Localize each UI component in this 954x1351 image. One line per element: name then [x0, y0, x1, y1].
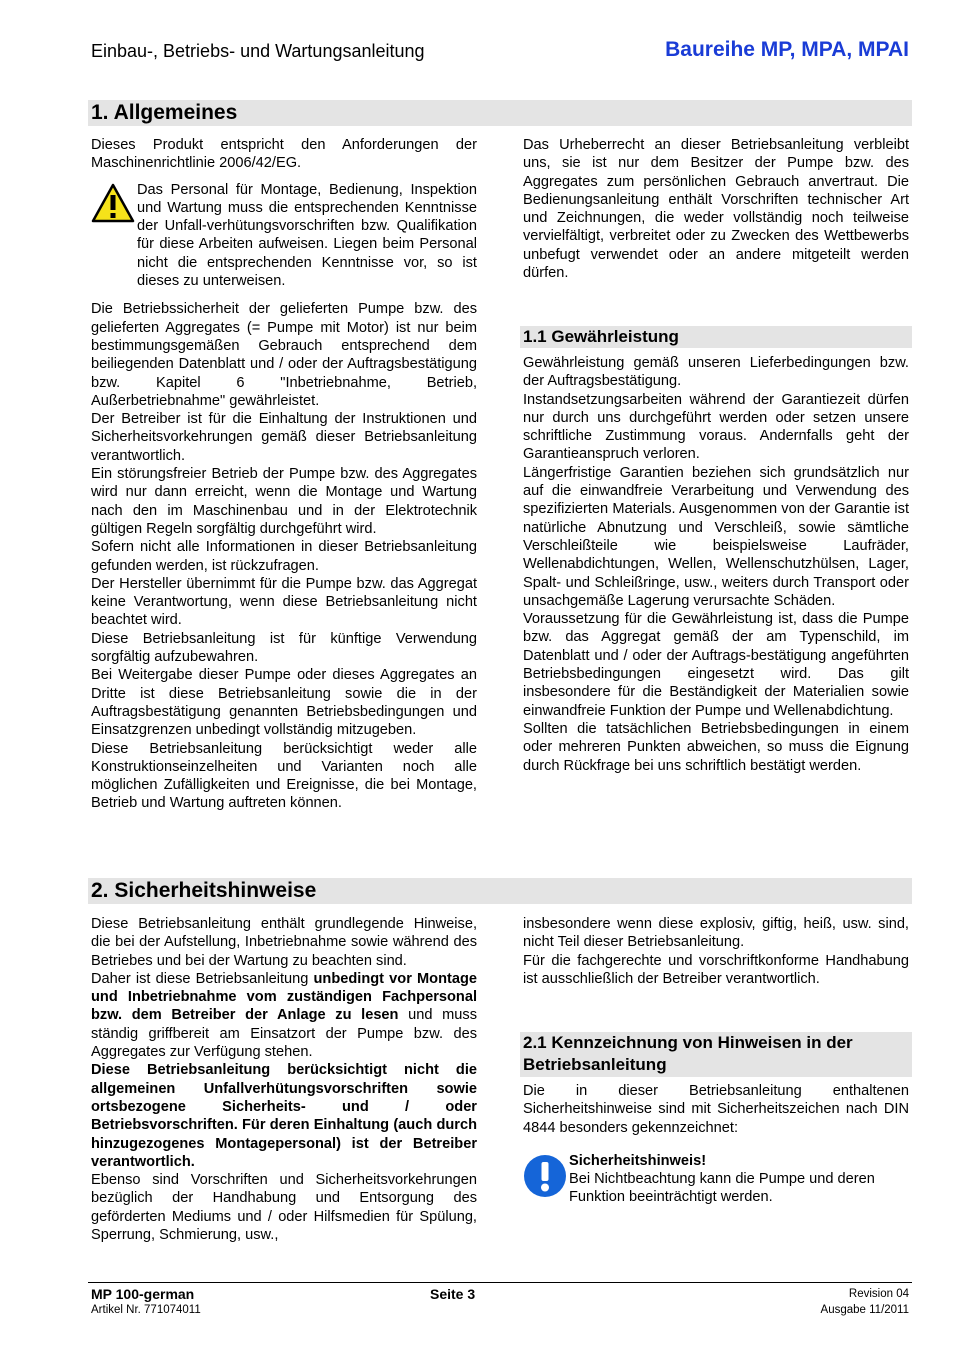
- footer-revision: Revision 04: [848, 1288, 909, 1300]
- section-2-1-column: [523, 1082, 909, 1207]
- footer-page-number: Seite 3: [430, 1286, 476, 1302]
- paragraph: Für die fachgerechte und vorschriftkonforme Handhabung ist ausschließlich der Betreiber verantwortlich.: [523, 952, 909, 987]
- paragraph: Voraussetzung für die Gewährleistung ist, dass die Pumpe bzw. das Aggregat gemäß der am Typenschild, im Datenblatt und / oder der Auftrags-bestätigung angeführten Betriebsbedingungen eingesetzt wird. Das gilt insbesondere für die Beständigkeit der Materialien sowie einwandfreie Funktion der Pumpe und Wellenabdichtung.: [523, 611, 909, 719]
- footer-article-number: Artikel Nr. 771074011: [91, 1304, 201, 1316]
- section-2-left-column: [91, 915, 477, 1244]
- safety-note-block: [523, 1152, 909, 1207]
- paragraph: Ein störungsfreier Betrieb der Pumpe bzw. des Aggregates wird nur dann erreicht, wenn die Montage und Wartung nach den im Maschinenbau und in der Elektrotechnik gültigen Regeln sorgfältig durchgeführt wird.: [91, 466, 477, 537]
- bold-text: unbedingt vor Montage und Inbetriebnahme vom zuständigen Fachpersonal bzw. dem Betreiber der Anlage zu lesen: [91, 970, 477, 1024]
- paragraph: Der Hersteller übernimmt für die Pumpe bzw. das Aggregat keine Verantwortung, wenn diese Betriebsanleitung nicht beachtet wird.: [91, 575, 477, 629]
- section-1-1-column: [523, 354, 909, 775]
- bold-paragraph: Diese Betriebsanleitung berücksichtigt nicht die allgemeinen Unfallverhütungsvorschriften sowie ortsbezogene Sicherheits- und / oder Betriebsvorschriften. Für deren Einhaltung (auch durch hinzugezogenes Montagepersonal) ist der Betreiber verantwortlich.: [91, 1062, 477, 1170]
- paragraph: Ebenso sind Vorschriften und Sicherheitsvorkehrungen bezüglich der Handhabung und Entsorgung des geförderten Mediums und / oder Hilfsmedien für Spülung, Sperrung, Schmierung, usw.,: [91, 1172, 477, 1244]
- section-1-left-column: [91, 136, 477, 813]
- warning-text: Das Personal für Montage, Bedienung, Inspektion und Wartung muss die entsprechenden Kenntnisse der Unfall-verhütungsvorschriften bzw. Qualifikation für diese Arbeiten aufweisen. Liegen beim Personal nicht die entsprechenden Kenntnisse vor, so ist dieses zu unterweisen.: [137, 181, 477, 290]
- warning-block: [91, 181, 477, 291]
- section-2-1-heading: 2.1 Kennzeichnung von Hinweisen in der Betriebsanleitung: [520, 1032, 912, 1077]
- footer-edition: Ausgabe 11/2011: [820, 1304, 909, 1316]
- text-span: und muss ständig griffbereit am Einsatzort der Pumpe bzw. des Aggregates zur Verfügung stehen.: [91, 1007, 478, 1061]
- safety-note-title: Sicherheitshinweis!: [569, 1152, 707, 1169]
- paragraph: Instandsetzungsarbeiten während der Garantiezeit dürfen nur durch uns durchgeführt werden oder setzen unsere schriftliche Zustimmung voraus. Andernfalls geht der Garantieanspruch verloren.: [523, 391, 909, 463]
- safety-note-text: [569, 1152, 909, 1207]
- exclamation-icon: [523, 1152, 569, 1207]
- paragraph: Sollten die tatsächlichen Betriebsbedingungen in einem oder mehreren Punkten abweichen, so muss die Eignung durch Rückfrage bei uns schriftlich bestätigt werden.: [523, 720, 909, 774]
- section-1-right-column: [523, 136, 909, 282]
- paragraph: Diese Betriebsanleitung ist für künftige Verwendung sorgfältig aufzubewahren.: [91, 630, 477, 666]
- paragraph: Diese Betriebsanleitung enthält grundlegende Hinweise, die bei der Aufstellung, Inbetriebnahme sowie während des Betriebes und bei der Wartung zu beachten sind.: [91, 916, 477, 969]
- paragraph: Diese Betriebsanleitung berücksichtigt weder alle Konstruktionseinzelheiten und Varianten noch alle möglichen Zufälligkeiten und Ereignisse, die bei Montage, Betrieb und Wartung auftreten können.: [91, 740, 477, 812]
- footer-document-id: MP 100-german: [91, 1286, 195, 1302]
- text-span: Daher ist diese Betriebsanleitung: [91, 970, 314, 987]
- paragraph: Der Betreiber ist für die Einhaltung der Instruktionen und Sicherheitsvorkehrungen gemäß dieser Betriebsanleitung verantwortlich.: [91, 411, 477, 464]
- paragraph: Die in dieser Betriebsanleitung enthaltenen Sicherheitshinweise sind mit Sicherheitszeichen nach DIN 4844 besonders gekennzeichnet:: [523, 1083, 909, 1136]
- paragraph: insbesondere wenn diese explosiv, giftig, heiß, usw. sind, nicht Teil dieser Betriebsanleitung.: [523, 916, 909, 951]
- paragraph: Sofern nicht alle Informationen in dieser Betriebsanleitung gefunden werden, ist rückzufragen.: [91, 539, 477, 574]
- section-2-heading: 2. Sicherheitshinweise: [88, 878, 912, 904]
- paragraph: Das Urheberrecht an dieser Betriebsanleitung verbleibt uns, sie ist nur dem Besitzer der Pumpe bzw. des Aggregates zum persönlichen Gebrauch anvertraut. Die Bedienungsanleitung enthält Vorschriften technischer Art und Zeichnungen, die weder vollständig noch teilweise vervielfältigt, verbreitet oder zu Zwecken des Wettbewerbs unbefugt verwendet oder an andere mitgeteilt werden dürfen.: [523, 137, 909, 282]
- paragraph: Gewährleistung gemäß unseren Lieferbedingungen bzw. der Auftragsbestätigung.: [523, 355, 909, 390]
- section-1-heading: 1. Allgemeines: [88, 100, 912, 126]
- paragraph: Die Betriebssicherheit der gelieferten Pumpe bzw. des gelieferten Aggregates (= Pumpe mit Motor) ist nur beim bestimmungsgemäßen Gebrauch entsprechend dem beiliegenden Datenblatt und / oder der Auftragsbestätigung bzw. Kapitel 6 "Inbetriebnahme, Betrieb, Außerbetriebnahme" gewährleistet.: [91, 301, 477, 409]
- paragraph: [91, 970, 477, 1061]
- paragraph: Längerfristige Garantien beziehen sich grundsätzlich nur auf die einwandfreie Verarbeitung und Verwendung des spezifizierten Materials. Ausgenommen von der Garantie ist natürliche Abnutzung und Verschleiß, sowie sämtliche Verschleißteile wie beispielsweise Laufräder, Wellenabdichtungen, Wellen, Wellenschutzhülsen, Lager, Spalt- und Schleißringe, usw., weiters durch Transport oder unsachgemäße Lagerung verursachte Schäden.: [523, 464, 909, 609]
- section-2-right-column: [523, 915, 909, 988]
- paragraph: Dieses Produkt entspricht den Anforderungen der Maschinenrichtlinie 2006/42/EG.: [91, 137, 477, 172]
- series-title: Baureihe MP, MPA, MPAI: [665, 38, 909, 61]
- footer-divider: [88, 1282, 912, 1283]
- warning-triangle-icon: [91, 181, 137, 291]
- document-title: Einbau-, Betriebs- und Wartungsanleitung: [91, 41, 425, 61]
- safety-note-body: Bei Nichtbeachtung kann die Pumpe und deren Funktion beeinträchtigt werden.: [569, 1171, 875, 1206]
- section-1-1-heading: 1.1 Gewährleistung: [520, 326, 912, 348]
- paragraph: Bei Weitergabe dieser Pumpe oder dieses Aggregates an Dritte ist diese Betriebsanleitung sowie die in der Auftragsbestätigung genannten Betriebsbedingungen und Einsatzgrenzen unbedingt vollständig mitzugeben.: [91, 667, 477, 739]
